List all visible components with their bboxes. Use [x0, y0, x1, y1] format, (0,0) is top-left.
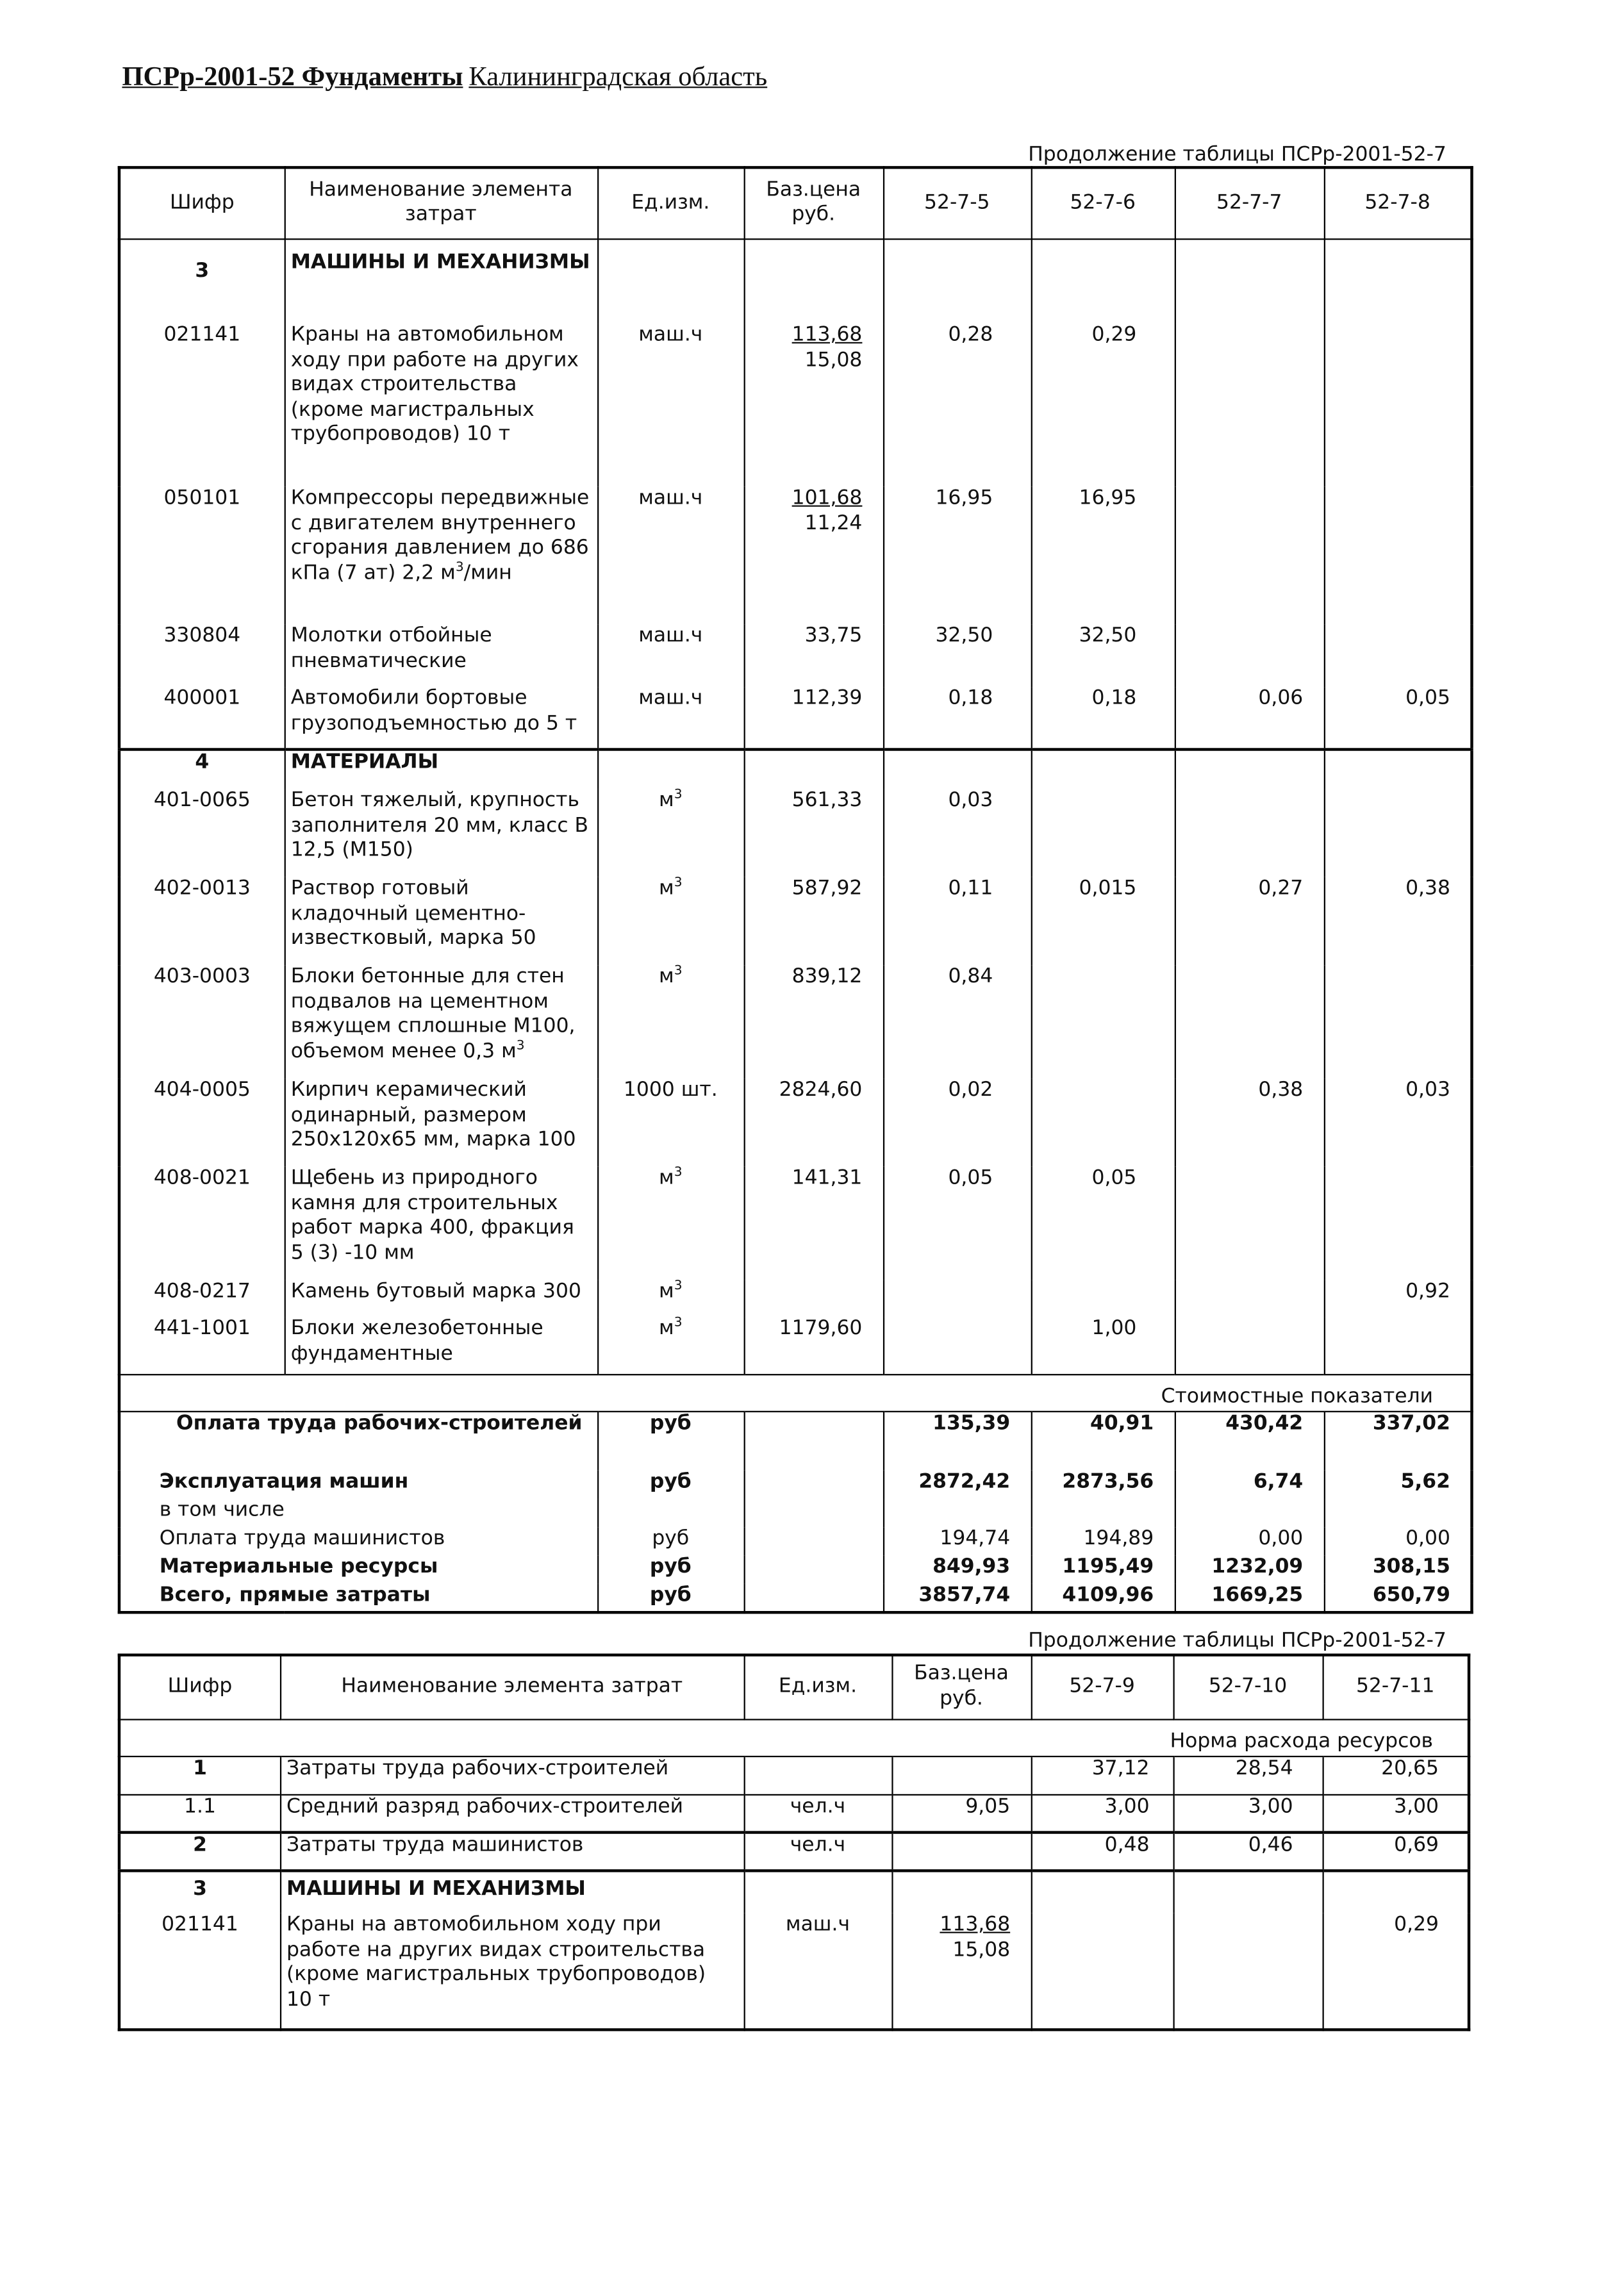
row-unit: маш.ч — [597, 687, 744, 749]
row-price: 561,33 — [744, 789, 883, 877]
table-row — [119, 1167, 1472, 1280]
row-value: 0,11 — [883, 877, 1031, 965]
col-header-52-7-8: 52-7-8 — [1324, 167, 1472, 238]
row-name: Затраты труда рабочих-строителей — [280, 1756, 744, 1794]
row-name: Молотки отбойные пневматические — [285, 625, 597, 687]
row-value: 3,00 — [1323, 1794, 1470, 1833]
row-name-superscript: 3 — [455, 560, 464, 575]
row-value: 20,65 — [1323, 1756, 1470, 1794]
table2-continuation-note: Продолжение таблицы ПСРр-2001-52-7 — [1028, 1629, 1446, 1653]
row-value: 3,00 — [1031, 1794, 1173, 1833]
row-name: Камень бутовый марка 300 — [285, 1280, 597, 1317]
row-value: 0,92 — [1324, 1280, 1472, 1317]
row-value — [1175, 324, 1324, 487]
cost-value: 0,00 — [1324, 1527, 1472, 1555]
row-value — [1175, 625, 1324, 687]
cost-value: 5,62 — [1324, 1471, 1472, 1499]
row-value: 0,38 — [1175, 1078, 1324, 1166]
row-code: 441-1001 — [153, 1317, 251, 1340]
row-value: 32,50 — [883, 625, 1031, 687]
section-row-machines — [119, 238, 1472, 324]
document-code-title: ПСРр-2001-52 Фундаменты — [122, 62, 463, 92]
price-bottom: 15,08 — [952, 1938, 1011, 1961]
table-row — [119, 487, 1472, 625]
row-price — [891, 1833, 1031, 1871]
row-price: 112,39 — [744, 687, 883, 749]
row-unit: 1000 шт. — [597, 1078, 744, 1166]
row-code: 408-0021 — [153, 1166, 251, 1190]
row-price — [744, 487, 883, 625]
row-value: 0,27 — [1175, 877, 1324, 965]
cost-value: 4109,96 — [1031, 1584, 1175, 1612]
cost-header: Стоимостные показатели — [119, 1374, 1472, 1411]
col-header-code: Шифр — [119, 1655, 280, 1719]
row-value: 0,05 — [1031, 1167, 1175, 1280]
table-row — [119, 1833, 1469, 1871]
row-value: 32,50 — [1031, 625, 1175, 687]
row-value — [1324, 965, 1472, 1078]
row-code: 402-0013 — [153, 877, 251, 900]
row-value: 0,02 — [883, 1078, 1031, 1166]
row-code: 2 — [119, 1833, 280, 1871]
unit-superscript: 3 — [674, 876, 683, 891]
col-header-code: Шифр — [119, 167, 285, 238]
cost-value: 194,89 — [1031, 1527, 1175, 1555]
row-value: 0,84 — [883, 965, 1031, 1078]
document-header — [122, 62, 767, 94]
row-value — [1324, 625, 1472, 687]
row-value: 0,06 — [1175, 687, 1324, 749]
row-value: 0,05 — [883, 1167, 1031, 1280]
cost-value: 337,02 — [1324, 1411, 1472, 1471]
table-row — [119, 1078, 1472, 1166]
cost-unit: руб — [597, 1411, 744, 1471]
row-value: 0,05 — [1324, 687, 1472, 749]
table1-continuation-note: Продолжение таблицы ПСРр-2001-52-7 — [1028, 143, 1446, 167]
price-bottom: 11,24 — [804, 511, 863, 534]
unit-text: м — [659, 1280, 674, 1303]
row-value: 0,46 — [1173, 1833, 1322, 1871]
row-name: Краны на автомобильном ходу при работе на других видах строительства (кроме магистральных трубопроводов) 10 т — [285, 324, 597, 487]
row-unit — [744, 1756, 892, 1794]
row-value: 0,48 — [1031, 1833, 1173, 1871]
row-name-text: Компрессоры передвижные с двигателем внутреннего сгорания давлением до 686 кПа (7 ат) 2,2 м — [290, 486, 590, 584]
unit-text: м — [659, 1166, 674, 1190]
row-name-suffix: /мин — [463, 561, 512, 584]
row-value: 1,00 — [1031, 1317, 1175, 1375]
row-name: Средний разряд рабочих-строителей — [280, 1794, 744, 1833]
cost-row — [119, 1527, 1472, 1555]
row-value: 0,29 — [1031, 324, 1175, 487]
cost-value: 135,39 — [883, 1411, 1031, 1471]
section-number: 3 — [119, 1870, 280, 1913]
row-value: 16,95 — [883, 487, 1031, 625]
resource-table-1 — [118, 166, 1473, 1614]
table-row — [119, 965, 1472, 1078]
row-value — [1175, 789, 1324, 877]
table-row — [119, 324, 1472, 487]
row-value: 16,95 — [1031, 487, 1175, 625]
row-code: 330804 — [163, 624, 241, 648]
table-row — [119, 687, 1472, 749]
cost-value: 6,74 — [1175, 1471, 1324, 1499]
row-price — [744, 324, 883, 487]
row-value — [1175, 1317, 1324, 1375]
row-name: Бетон тяжелый, крупность заполнителя 20 мм, класс В 12,5 (М150) — [285, 789, 597, 877]
row-value — [1031, 965, 1175, 1078]
row-name: Раствор готовый кладочный цементно-известковый, марка 50 — [285, 877, 597, 965]
cost-label: Оплата труда рабочих-строителей — [119, 1411, 597, 1471]
col-header-unit: Ед.изм. — [597, 167, 744, 238]
row-unit — [597, 1317, 744, 1375]
cost-row — [119, 1471, 1472, 1499]
row-code: 1 — [119, 1756, 280, 1794]
col-header-price: Баз.цена руб. — [744, 167, 883, 238]
row-price — [891, 1756, 1031, 1794]
unit-text: м — [659, 877, 674, 900]
row-value — [1031, 1078, 1175, 1166]
row-value — [883, 1280, 1031, 1317]
row-value — [1175, 1280, 1324, 1317]
row-code: 1.1 — [119, 1794, 280, 1833]
col-header-name: Наименование элемента затрат — [285, 167, 597, 238]
cost-unit: руб — [597, 1556, 744, 1584]
cost-row — [119, 1556, 1472, 1584]
col-header-52-7-5: 52-7-5 — [883, 167, 1031, 238]
row-price — [744, 1280, 883, 1317]
cost-row — [119, 1411, 1472, 1471]
row-value — [1324, 1167, 1472, 1280]
price-bottom: 15,08 — [804, 348, 863, 372]
table2-header-row — [119, 1655, 1469, 1719]
row-value — [1324, 1317, 1472, 1375]
col-header-52-7-10: 52-7-10 — [1173, 1655, 1322, 1719]
row-price: 9,05 — [891, 1794, 1031, 1833]
cost-label: Оплата труда машинистов — [159, 1527, 445, 1550]
cost-label: Эксплуатация машин — [159, 1470, 409, 1494]
table-row — [119, 1756, 1469, 1794]
row-price: 2824,60 — [744, 1078, 883, 1166]
row-unit: чел.ч — [744, 1833, 892, 1871]
row-value — [1173, 1913, 1322, 2030]
row-unit: маш.ч — [597, 324, 744, 487]
col-header-52-7-9: 52-7-9 — [1031, 1655, 1173, 1719]
section-number: 3 — [195, 259, 210, 282]
row-value: 0,29 — [1323, 1913, 1470, 2030]
unit-superscript: 3 — [674, 964, 683, 979]
row-name: Блоки железобетонные фундаментные — [285, 1317, 597, 1375]
row-value — [1324, 324, 1472, 487]
cost-label: в том числе — [159, 1499, 285, 1522]
row-value: 28,54 — [1173, 1756, 1322, 1794]
row-name-text: Блоки бетонные для стен подвалов на цементном вяжущем сплошные М100, объемом менее 0,3 м — [290, 965, 576, 1062]
row-value: 0,18 — [883, 687, 1031, 749]
norm-header-row — [119, 1719, 1469, 1756]
row-name — [285, 965, 597, 1078]
row-value — [883, 1317, 1031, 1375]
cost-value: 2872,42 — [883, 1471, 1031, 1499]
row-value: 0,03 — [1324, 1078, 1472, 1166]
cost-value: 194,74 — [883, 1527, 1031, 1555]
row-price: 839,12 — [744, 965, 883, 1078]
row-value — [1175, 1167, 1324, 1280]
section-title: МАШИНЫ И МЕХАНИЗМЫ — [285, 238, 597, 324]
row-price: 141,31 — [744, 1167, 883, 1280]
row-value: 37,12 — [1031, 1756, 1173, 1794]
cost-value: 430,42 — [1175, 1411, 1324, 1471]
row-code: 021141 — [163, 324, 241, 347]
row-price: 33,75 — [744, 625, 883, 687]
section-number: 4 — [119, 750, 285, 789]
row-code: 403-0003 — [153, 965, 251, 988]
row-value — [1175, 487, 1324, 625]
row-value: 0,03 — [883, 789, 1031, 877]
cost-value: 3857,74 — [883, 1584, 1031, 1612]
row-value — [1031, 1280, 1175, 1317]
cost-value: 40,91 — [1031, 1411, 1175, 1471]
unit-text: м — [659, 1317, 674, 1340]
table-row — [119, 1794, 1469, 1833]
cost-unit: руб — [597, 1584, 744, 1612]
table-row — [119, 625, 1472, 687]
row-name — [285, 487, 597, 625]
cost-value: 1195,49 — [1031, 1556, 1175, 1584]
document-region: Калининградская область — [468, 62, 768, 92]
cost-row — [119, 1499, 1472, 1527]
row-value: 0,38 — [1324, 877, 1472, 965]
cost-label: Материальные ресурсы — [159, 1555, 438, 1579]
row-name: Кирпич керамический одинарный, размером 250х120х65 мм, марка 100 — [285, 1078, 597, 1166]
row-value: 0,69 — [1323, 1833, 1470, 1871]
cost-header-row — [119, 1374, 1472, 1411]
row-code: 408-0217 — [153, 1280, 251, 1303]
col-header-52-7-6: 52-7-6 — [1031, 167, 1175, 238]
price-top: 113,68 — [791, 324, 863, 347]
cost-value: 1669,25 — [1175, 1584, 1324, 1612]
row-code: 050101 — [163, 486, 241, 510]
row-name: Краны на автомобильном ходу при работе на других видах строительства (кроме магистральных трубопроводов) 10 т — [280, 1913, 744, 2030]
unit-superscript: 3 — [674, 1279, 683, 1294]
row-price: 1179,60 — [744, 1317, 883, 1375]
row-code: 404-0005 — [153, 1078, 251, 1102]
price-top: 113,68 — [940, 1913, 1011, 1937]
row-code: 401-0065 — [153, 789, 251, 812]
table1-header-row — [119, 167, 1472, 238]
row-name-superscript: 3 — [516, 1039, 525, 1053]
cost-row — [119, 1584, 1472, 1612]
row-unit: маш.ч — [744, 1913, 892, 2030]
row-unit: маш.ч — [597, 487, 744, 625]
unit-text: м — [659, 789, 674, 812]
cost-label: Всего, прямые затраты — [159, 1583, 431, 1607]
row-unit: чел.ч — [744, 1794, 892, 1833]
section-row-materials — [119, 750, 1472, 789]
row-name: Щебень из природного камня для строительных работ марка 400, фракция 5 (3) -10 мм — [285, 1167, 597, 1280]
row-value: 0,18 — [1031, 687, 1175, 749]
row-value — [1031, 1913, 1173, 2030]
resource-table-2 — [118, 1653, 1471, 2031]
row-value — [1324, 789, 1472, 877]
row-value — [1324, 487, 1472, 625]
row-name: Затраты труда машинистов — [280, 1833, 744, 1871]
row-unit — [597, 877, 744, 965]
unit-superscript: 3 — [674, 1166, 683, 1180]
row-code: 021141 — [162, 1913, 238, 1937]
table-row — [119, 1913, 1469, 2030]
row-code: 400001 — [163, 687, 241, 710]
col-header-52-7-7: 52-7-7 — [1175, 167, 1324, 238]
section-title: МАТЕРИАЛЫ — [285, 750, 597, 789]
cost-unit: руб — [597, 1527, 744, 1555]
row-value: 0,015 — [1031, 877, 1175, 965]
col-header-52-7-11: 52-7-11 — [1323, 1655, 1470, 1719]
row-value — [1175, 965, 1324, 1078]
table-row — [119, 1317, 1472, 1375]
table-row — [119, 877, 1472, 965]
row-value: 3,00 — [1173, 1794, 1322, 1833]
table-row — [119, 1280, 1472, 1317]
unit-text: м — [659, 965, 674, 988]
cost-value: 849,93 — [883, 1556, 1031, 1584]
row-value — [1031, 789, 1175, 877]
norm-header: Норма расхода ресурсов — [1170, 1730, 1434, 1753]
unit-superscript: 3 — [674, 1316, 683, 1331]
row-unit — [597, 789, 744, 877]
row-unit — [597, 1167, 744, 1280]
section-row-machines — [119, 1870, 1469, 1913]
cost-value: 308,15 — [1324, 1556, 1472, 1584]
col-header-name: Наименование элемента затрат — [280, 1655, 744, 1719]
col-header-price: Баз.цена руб. — [891, 1655, 1031, 1719]
row-name: Автомобили бортовые грузоподъемностью до 5 т — [285, 687, 597, 749]
cost-value: 650,79 — [1324, 1584, 1472, 1612]
row-value: 0,28 — [883, 324, 1031, 487]
cost-unit: руб — [597, 1471, 744, 1499]
price-top: 101,68 — [791, 486, 863, 510]
row-unit — [597, 965, 744, 1078]
cost-value: 0,00 — [1175, 1527, 1324, 1555]
row-price: 587,92 — [744, 877, 883, 965]
row-price — [891, 1913, 1031, 2030]
cost-value: 2873,56 — [1031, 1471, 1175, 1499]
row-unit — [597, 1280, 744, 1317]
table-row — [119, 789, 1472, 877]
cost-value: 1232,09 — [1175, 1556, 1324, 1584]
row-unit: маш.ч — [597, 625, 744, 687]
section-title: МАШИНЫ И МЕХАНИЗМЫ — [280, 1870, 744, 1913]
col-header-unit: Ед.изм. — [744, 1655, 892, 1719]
unit-superscript: 3 — [674, 788, 683, 803]
